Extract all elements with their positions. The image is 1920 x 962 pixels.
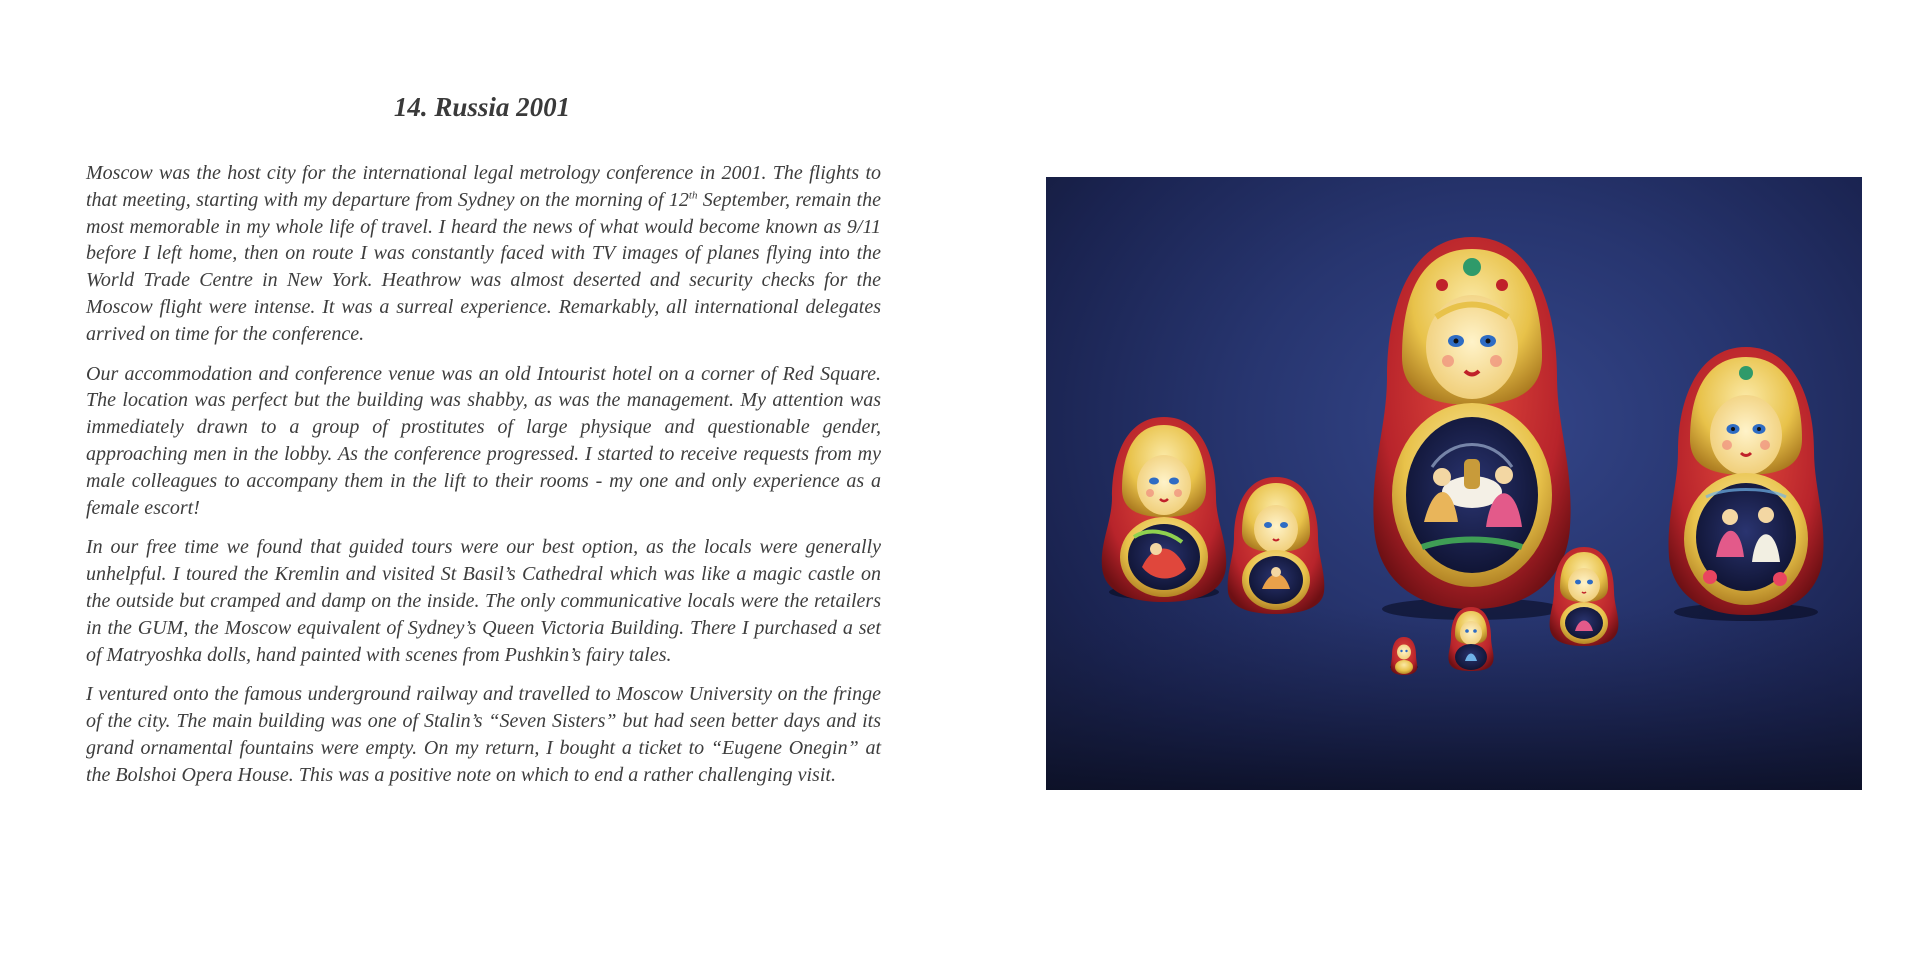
doll-4 bbox=[1669, 347, 1824, 621]
paragraph-1 bbox=[86, 160, 881, 348]
matryoshka-illustration bbox=[1046, 177, 1862, 790]
paragraph-1-text-a: Moscow was the host city for the international legal metrology conference in 2001. The flights to that meeting, starting with my departure from Sydney on the morning of 12 bbox=[86, 162, 881, 211]
doll-3 bbox=[1373, 237, 1570, 620]
paragraph-2: Our accommodation and conference venue was an old Intourist hotel on a corner of Red Square. The location was perfect but the building was shabby, as was the management. My attention was immediately drawn to a group of prostitutes of large physique and questionable gender, approaching men in the lobby. As the conference progressed. I started to receive requests from my male colleagues to accompany them in the lift to their rooms - my one and only experience as a female escort! bbox=[86, 362, 881, 519]
matryoshka-photo bbox=[1046, 177, 1862, 790]
chapter-title: 14. Russia 2001 bbox=[393, 92, 571, 122]
ordinal-suffix: th bbox=[688, 189, 698, 202]
paragraph-1-text-b: September, remain the most memorable in my whole life of travel. I heard the news of what would become known as 9/11 before I left home, then on route I was constantly faced with TV images of planes flying into the World Trade Centre in New York. Heathrow was almost deserted and security checks for the Moscow flight were intense. It was a surreal experience. Remarkably, all international delegates arrived on time for the conference. bbox=[86, 188, 881, 345]
paragraph-3: In our free time we found that guided tours were our best option, as the locals were generally unhelpful. I toured the Kremlin and visited St Basil’s Cathedral which was like a magic castle on the outside but cramped and damp on the inside. The only communicative locals were the retailers in the GUM, the Moscow equivalent of Sydney’s Queen Victoria Building. There I purchased a set of Matryoshka dolls, hand painted with scenes from Pushkin’s fairy tales. bbox=[86, 536, 881, 666]
right-page bbox=[960, 0, 1920, 962]
doll-1 bbox=[1102, 417, 1226, 602]
paragraph-4: I ventured onto the famous underground railway and travelled to Moscow University on the fringe of the city. The main building was one of Stalin’s “Seven Sisters” but had seen better days and its grand ornamental fountains were empty. On my return, I bought a ticket to “Eugene Onegin” at the Bolshoi Opera House. This was a positive note on which to end a rather challenging visit. bbox=[86, 683, 881, 786]
doll-2 bbox=[1228, 477, 1325, 614]
chapter-body bbox=[86, 160, 881, 802]
